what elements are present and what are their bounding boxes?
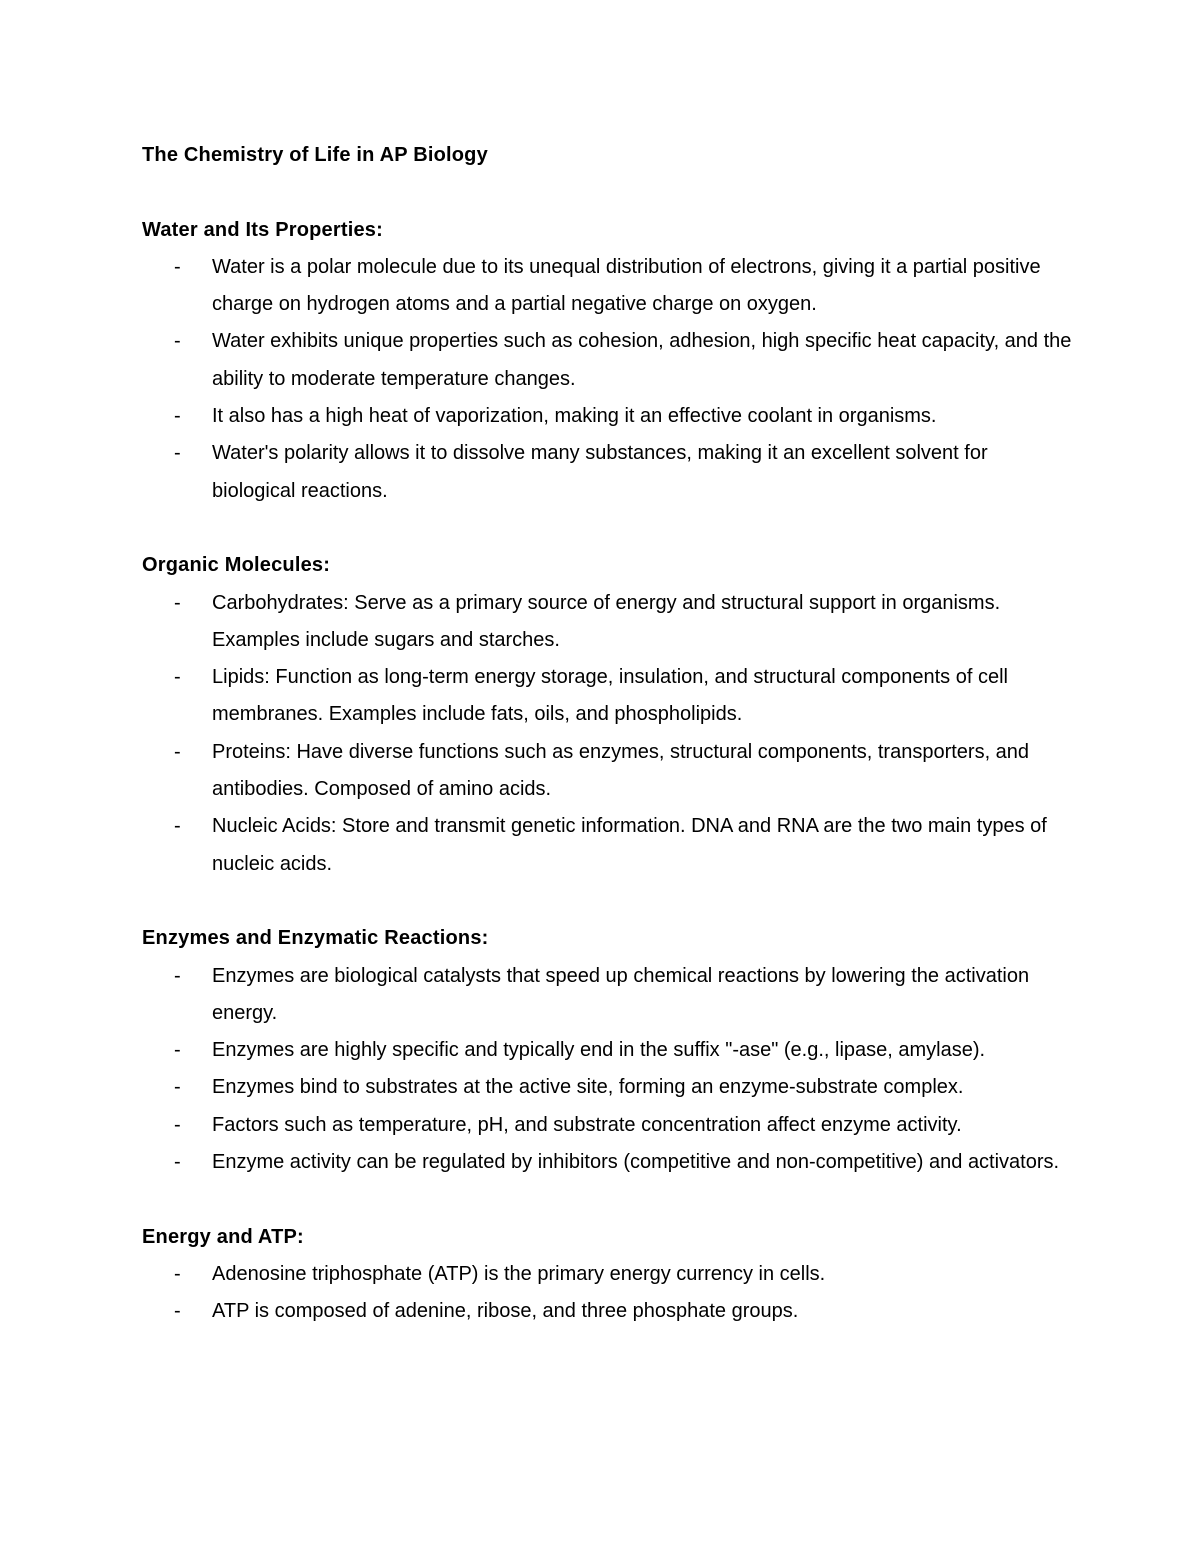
bullet-dash: -: [174, 1262, 181, 1285]
list-item: [142, 958, 1072, 1033]
list-item: [142, 734, 1072, 809]
bullet-dash: -: [174, 1151, 181, 1174]
list-item: [142, 1107, 1072, 1144]
bullet-dash: -: [174, 815, 181, 838]
section-heading-water: Water and Its Properties:: [142, 218, 383, 241]
bullet-dash: -: [174, 255, 181, 278]
document-title: The Chemistry of Life in AP Biology: [142, 144, 488, 166]
list-item: [142, 398, 1072, 435]
list-item-text: Enzymes are highly specific and typically end in the suffix "-ase" (e.g., lipase, amylase).: [212, 1039, 986, 1062]
list-item: [142, 1256, 1072, 1293]
list-item-text: Water exhibits unique properties such as cohesion, adhesion, high specific heat capacity, and the ability to moderate temperature changes.: [212, 330, 1072, 390]
list-item-text: Factors such as temperature, pH, and substrate concentration affect enzyme activity.: [212, 1113, 962, 1136]
list-item: [142, 659, 1072, 734]
spacer: [142, 883, 1072, 920]
list-item-text: Water is a polar molecule due to its unequal distribution of electrons, giving it a partial positive charge on hydrogen atoms and a partial negative charge on oxygen.: [212, 255, 1041, 316]
bullet-list-organic-molecules: [142, 585, 1072, 883]
list-item-text: Nucleic Acids: Store and transmit genetic information. DNA and RNA are the two main types of nucleic acids.: [212, 815, 1047, 875]
list-item: [142, 435, 1072, 510]
bullet-dash: -: [174, 1039, 181, 1062]
bullet-list-energy-atp: [142, 1256, 1072, 1331]
section-heading-organic-molecules: Organic Molecules:: [142, 554, 331, 577]
list-item-text: Lipids: Function as long-term energy storage, insulation, and structural components of cell membranes. Examples include fats, oils, and phospholipids.: [212, 666, 1008, 726]
bullet-dash: -: [174, 1076, 181, 1099]
bullet-dash: -: [174, 442, 181, 465]
section-heading-energy-atp: Energy and ATP:: [142, 1225, 304, 1248]
list-item-text: Enzymes are biological catalysts that speed up chemical reactions by lowering the activation energy.: [212, 964, 1030, 1024]
bullet-dash: -: [174, 964, 181, 987]
list-item: [142, 323, 1072, 398]
list-item: [142, 1144, 1072, 1181]
list-item: [142, 1293, 1072, 1330]
list-item-text: Water's polarity allows it to dissolve many substances, making it an excellent solvent for biological reactions.: [212, 442, 988, 502]
bullet-dash: -: [174, 740, 181, 763]
list-item-text: Proteins: Have diverse functions such as enzymes, structural components, transporters, and antibodies. Composed of amino acids.: [212, 740, 1030, 801]
list-item: [142, 1069, 1072, 1106]
spacer: [142, 510, 1072, 547]
document-page: [142, 137, 1072, 1331]
bullet-list-water: [142, 249, 1072, 510]
list-item-text: Carbohydrates: Serve as a primary source of energy and structural support in organisms. Examples include sugars and starches.: [212, 591, 1001, 651]
list-item: [142, 585, 1072, 660]
section-heading-enzymes: Enzymes and Enzymatic Reactions:: [142, 927, 489, 950]
list-item-text: Enzymes bind to substrates at the active site, forming an enzyme-substrate complex.: [212, 1076, 964, 1099]
bullet-dash: -: [174, 666, 181, 689]
list-item-text: ATP is composed of adenine, ribose, and three phosphate groups.: [212, 1300, 799, 1323]
list-item-text: It also has a high heat of vaporization, making it an effective coolant in organisms.: [212, 405, 937, 428]
list-item-text: Enzyme activity can be regulated by inhibitors (competitive and non-competitive) and activators.: [212, 1151, 1060, 1174]
bullet-list-enzymes: [142, 958, 1072, 1182]
spacer: [142, 174, 1072, 211]
bullet-dash: -: [174, 1113, 181, 1136]
list-item: [142, 249, 1072, 324]
bullet-dash: -: [174, 330, 181, 353]
bullet-dash: -: [174, 405, 181, 428]
list-item-text: Adenosine triphosphate (ATP) is the primary energy currency in cells.: [212, 1262, 826, 1285]
spacer: [142, 1181, 1072, 1218]
bullet-dash: -: [174, 591, 181, 614]
bullet-dash: -: [174, 1300, 181, 1323]
list-item: [142, 808, 1072, 883]
list-item: [142, 1032, 1072, 1069]
